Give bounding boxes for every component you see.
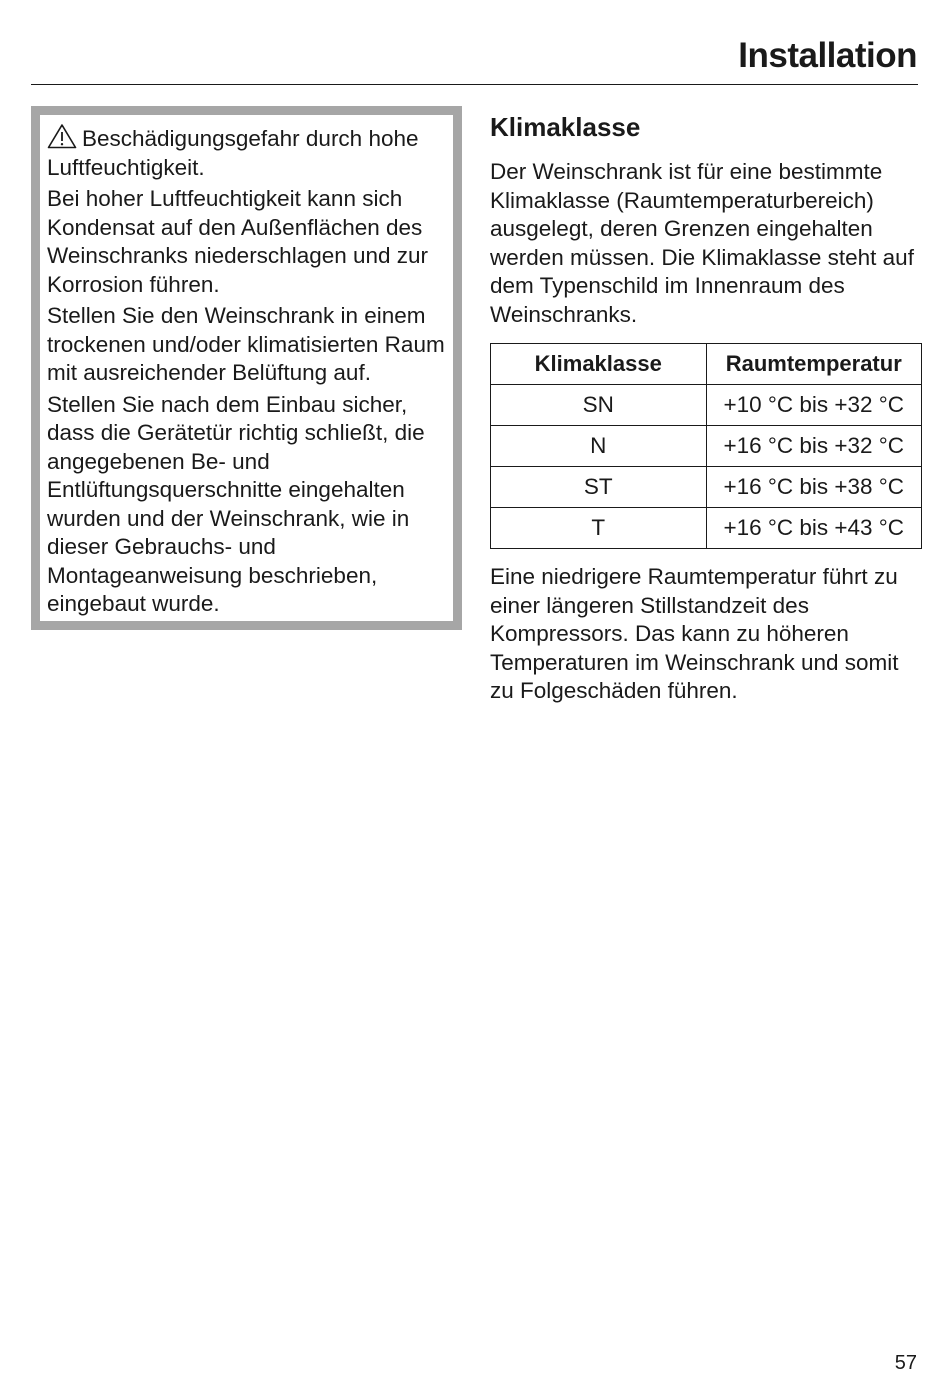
page-title: Installation — [738, 36, 917, 75]
table-header-climate-class: Klimaklasse — [491, 344, 707, 385]
page-number: 57 — [894, 1352, 917, 1374]
warning-paragraph: Bei hoher Luftfeuchtigkeit kann sich Kondensat auf den Außenflächen des Weinschranks niederschlagen und zur Korrosion führen. — [47, 186, 429, 297]
warning-triangle-icon — [47, 123, 77, 149]
table-cell-class: ST — [491, 467, 707, 508]
table-cell-class: SN — [491, 385, 707, 426]
outro-paragraph: Eine niedrigere Raumtemperatur führt zu einer längeren Stillstandzeit des Kompressors. Das kann zu höheren Temperaturen im Weinschrank und somit zu Folgeschäden führen. — [490, 564, 899, 703]
table-row — [491, 426, 922, 467]
table-header-row — [491, 344, 922, 385]
warning-box — [31, 106, 462, 630]
table-cell-temperature: +16 °C bis +38 °C — [706, 467, 922, 508]
warning-title: Beschädigungsgefahr durch hohe Luftfeuchtigkeit. — [47, 126, 419, 180]
warning-paragraph: Stellen Sie den Weinschrank in einem trockenen und/oder klimatisierten Raum mit ausreichender Belüftung auf. — [47, 303, 445, 385]
table-header-room-temperature: Raumtemperatur — [706, 344, 922, 385]
header-divider — [31, 84, 918, 85]
warning-paragraph — [47, 123, 445, 182]
table-row — [491, 467, 922, 508]
warning-paragraph: Stellen Sie nach dem Einbau sicher, dass die Gerätetür richtig schließt, die angegebenen Be- und Entlüftungsquerschnitte eingehalten wurden und der Weinschrank, wie in dieser Gebrauchs- und Montageanweisung beschrieben, eingebaut wurde. — [47, 391, 425, 616]
table-cell-class: N — [491, 426, 707, 467]
table-cell-temperature: +10 °C bis +32 °C — [706, 385, 922, 426]
table-cell-temperature: +16 °C bis +43 °C — [706, 508, 922, 549]
climate-class-table — [490, 343, 922, 549]
climate-section — [490, 108, 922, 706]
section-heading: Klimaklasse — [490, 112, 641, 142]
table-row — [491, 508, 922, 549]
table-cell-temperature: +16 °C bis +32 °C — [706, 426, 922, 467]
intro-paragraph: Der Weinschrank ist für eine bestimmte Klimaklasse (Raumtemperaturbereich) ausgelegt, deren Grenzen eingehalten werden müssen. Die Klimaklasse steht auf dem Typenschild im Innenraum des Weinschranks. — [490, 159, 914, 327]
table-row — [491, 385, 922, 426]
table-cell-class: T — [491, 508, 707, 549]
